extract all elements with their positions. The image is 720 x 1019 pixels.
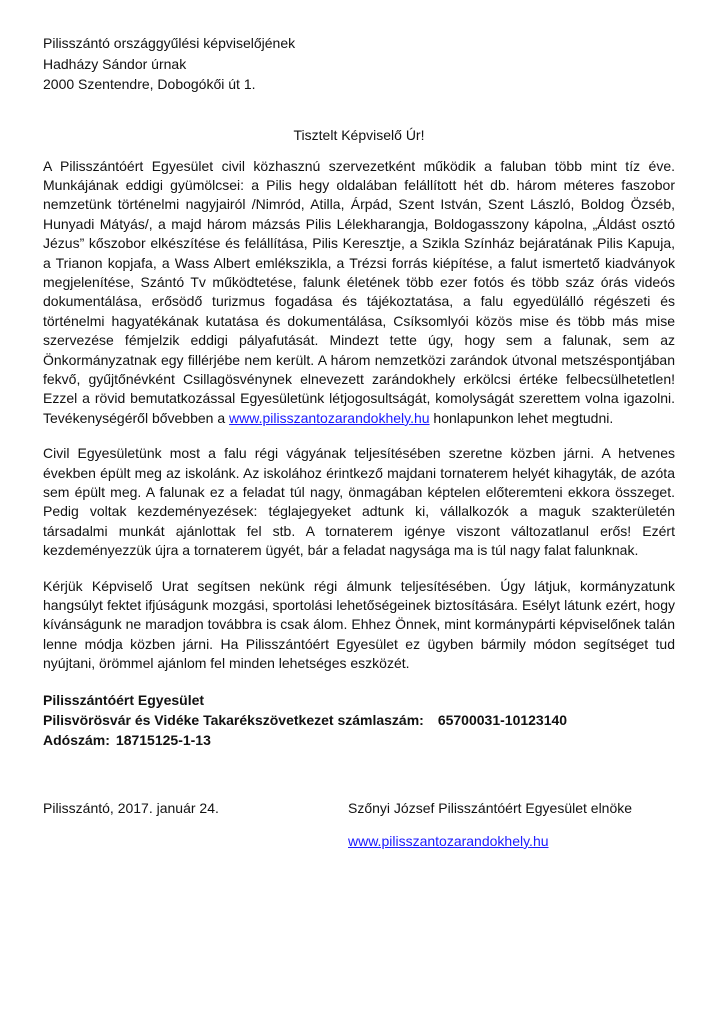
signatory: Szőnyi József Pilisszántóért Egyesület elnöke [348, 799, 633, 816]
recipient-line-3: 2000 Szentendre, Dobogókői út 1. [43, 76, 256, 92]
place-and-date: Pilisszántó, 2017. január 24. [43, 799, 219, 816]
bank-account-number: 65700031-10123140 [437, 711, 568, 728]
paragraph-request: Civil Egyesületünk most a falu régi vágyának teljesítésében szeretne közben járni. A hetvenes években épült meg az iskolánk. Az iskolához érintkező majdani tornaterem helyét kihagyták, de azóta sem épült meg. A falunak ez a feladat túl nagy, önmagában képtelen előteremteni ekkora összeget. Pedig voltak kezdeményezések: téglajegyeket adtunk ki, vállalkozók a maguk szakterületén társadalmi munkát ajánlottak fel stb. A tornaterem igénye viszont változatlanul erős! Ezért kezdeményezzük újra a tornaterem ügyét, bár a feladat nagysága ma is túl nagy falat falunknak. [43, 445, 675, 559]
website-link-footer[interactable]: www.pilisszantozarandokhely.hu [348, 832, 549, 849]
organization-details [43, 690, 675, 750]
tax-number-label: Adószám: [43, 731, 110, 748]
paragraph-1-text: A Pilisszántóért Egyesület civil közhasznú szervezetként működik a faluban több mint tíz éve. Munkájának eddigi gyümölcsei: a Pilis hegy oldalában felállított hét db. három méteres faszobor nemzetünk történelmi nagyjairól /Nimród, Atilla, Árpád, Szent István, Szent László, Boldog Özséb, Hunyadi Mátyás/, a majd három mázsás Pilis Lélekharangja, Boldogasszony kápolna, „Áldást osztó Jézus” kőszobor elkészítése és felállítása, Pilis Keresztje, a Szikla Színház bejáratának Pilis Kapuja, a Trianon kopjafa, a Wass Albert emlékszikla, a Trézsi forrás kiépítése, a falut ismertető kiadványok megjelenítése, Szántó Tv működtetése, falunk életének több ezer fotós és több száz órás videós dokumentálása, erősödő turizmus fogadása és tájékoztatása, a falu egyedülálló régészeti és történelmi hagyatékának kutatása és dokumentálása, Csíksomlyói közös mise és több más mise szervezése fémjelzik eddigi pályafutását. Mindezt tette úgy, hogy sem a falunak, sem az Önkormányzatnak egy fillérjébe nem került. A három nemzetközi zarándok útvonal metszéspontjában fekvő, gyűjtőnévként Csillagösvénynek elnevezett zarándokhely erkölcsi értéke felbecsülhetetlen! Ezzel a rövid bemutatkozással Egyesületünk létjogosultságát, komolyságát szerettem volna igazolni. Tevékenységéről bővebben a [43, 157, 675, 426]
recipient-line-2: Hadházy Sándor úrnak [43, 55, 187, 72]
paragraph-introduction [43, 157, 675, 429]
letter-page [43, 33, 675, 849]
salutation: Tisztelt Képviselő Úr! [293, 126, 425, 143]
paragraph-1-tail: honlapunkon lehet megtudni. [429, 409, 614, 426]
bank-account-row [43, 710, 675, 730]
website-link-inline[interactable]: www.pilisszantozarandokhely.hu [229, 409, 430, 426]
recipient-address [43, 33, 675, 95]
organization-name: Pilisszántóért Egyesület [43, 691, 205, 708]
tax-number-value: 18715125-1-13 [115, 731, 211, 748]
bank-account-label: Pilisvörösvár és Vidéke Takarékszövetkezet számlaszám: [43, 711, 424, 728]
paragraph-appeal: Kérjük Képviselő Urat segítsen nekünk régi álmunk teljesítésében. Úgy látjuk, kormányzatunk hangsúlyt fektet ifjúságunk mozgási, sportolási lehetőségeinek biztosítására. Esélyt látunk ezért, hogy kívánságunk ne maradjon továbbra is csak álom. Ehhez Önnek, mint kormánypárti képviselőnek talán lenne módja közben járni. Ha Pilisszántóért Egyesület ez ügyben bármily módon segítséget tud nyújtani, örömmel ajánlom fel minden lehetséges eszközét. [43, 577, 675, 672]
recipient-line-1: Pilisszántó országgyűlési képviselőjének [43, 35, 296, 51]
tax-number-row [43, 730, 675, 750]
closing-block [43, 798, 675, 849]
